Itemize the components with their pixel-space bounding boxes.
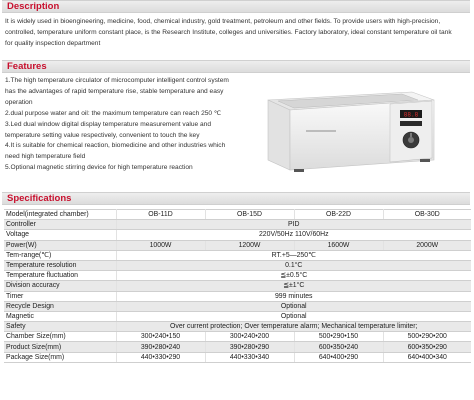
table-row: [4, 342, 471, 352]
feature-line: 4.It is suitable for chemical reaction, biomedicine and other industries which: [5, 142, 226, 150]
spec-value: RT.+5—250℃: [116, 250, 471, 260]
spec-label: Package Size(mm): [4, 352, 116, 362]
spec-label: Temperature fluctuation: [4, 271, 116, 281]
spec-value: 390•280•290: [205, 342, 294, 352]
spec-value: 440•330•290: [116, 352, 205, 362]
spec-value: ≦±0.5°C: [116, 271, 471, 281]
display-led: 88.8: [403, 111, 419, 119]
model-name: OB-30D: [383, 210, 471, 220]
feature-line: 2.dual purpose water and oil: the maximum temperature can reach 250 ℃: [5, 109, 222, 117]
specifications-title: Specifications: [7, 193, 72, 204]
feature-line: 3.Led dual window digital display temperature measurement value and: [5, 120, 211, 128]
table-row: [4, 301, 471, 311]
table-row: [4, 311, 471, 321]
features-header: [2, 60, 470, 73]
spec-label: Chamber Size(mm): [4, 332, 116, 342]
table-row: [4, 210, 471, 220]
feature-line: operation: [5, 98, 33, 106]
spec-label: Timer: [4, 291, 116, 301]
model-name: OB-11D: [116, 210, 205, 220]
spec-label: Temperature resolution: [4, 260, 116, 270]
model-name: OB-15D: [205, 210, 294, 220]
spec-label: Product Size(mm): [4, 342, 116, 352]
spec-value: 600•350•240: [294, 342, 383, 352]
spec-value: 2000W: [383, 240, 471, 250]
spec-value: 999 minutes: [116, 291, 471, 301]
description-text: [5, 16, 467, 49]
spec-value: 600•350•290: [383, 342, 471, 352]
bath-body: [268, 100, 290, 170]
spec-value: 300•240•200: [205, 332, 294, 342]
spec-label: Tem-range(℃): [4, 250, 116, 260]
spec-label: Recycle Design: [4, 301, 116, 311]
spec-value: Optional: [116, 301, 471, 311]
description-line: It is widely used in bioengineering, medicine, food, chemical industry, gold treatment, petroleum and other fields. To provide users with high-precision,: [5, 18, 441, 25]
feature-line: need high temperature field: [5, 153, 86, 161]
table-row: [4, 250, 471, 260]
spec-label: Division accuracy: [4, 281, 116, 291]
spec-label: Controller: [4, 220, 116, 230]
feature-line: 1.The high temperature circulator of microcomputer intelligent control system: [5, 77, 229, 84]
table-row: [4, 240, 471, 250]
description-title: Description: [7, 1, 60, 12]
table-row: [4, 291, 471, 301]
spec-value: 640•400•290: [294, 352, 383, 362]
spec-value: 390•280•240: [116, 342, 205, 352]
features-list: [5, 76, 243, 174]
table-row: [4, 271, 471, 281]
table-row: [4, 260, 471, 270]
spec-value: 0.1°C: [116, 260, 471, 270]
spec-label: Magnetic: [4, 311, 116, 321]
table-row: [4, 281, 471, 291]
feature-line: 5.Optional magnetic stirring device for high temperature reaction: [5, 164, 193, 172]
spec-value: 500•290•200: [383, 332, 471, 342]
specifications-table: [4, 209, 471, 363]
spec-value: Over current protection; Over temperature alarm; Mechanical temperature limiter;: [116, 322, 471, 332]
spec-value: 640•400•340: [383, 352, 471, 362]
spec-value: 1600W: [294, 240, 383, 250]
feature-line: has the advantages of rapid temperature rise, stable temperature and easy: [5, 87, 224, 95]
table-row: [4, 322, 471, 332]
spec-value: 1000W: [116, 240, 205, 250]
spec-value: PID: [116, 220, 471, 230]
spec-value: 500•290•150: [294, 332, 383, 342]
table-row: [4, 352, 471, 362]
spec-label: Safety: [4, 322, 116, 332]
description-line: for quality inspection department: [5, 40, 101, 47]
product-image: [262, 84, 438, 180]
model-name: OB-22D: [294, 210, 383, 220]
spec-value: 440•330•340: [205, 352, 294, 362]
spec-value: 1200W: [205, 240, 294, 250]
table-row: [4, 332, 471, 342]
spec-label: Power(W): [4, 240, 116, 250]
feature-line: temperature setting value respectively, convenient to touch the key: [5, 131, 200, 139]
spec-value: 220V/50Hz 110V/60Hz: [116, 230, 471, 240]
spec-label: Voltage: [4, 230, 116, 240]
spec-value: 300•240•150: [116, 332, 205, 342]
features-title: Features: [7, 61, 47, 72]
specifications-header: [2, 192, 470, 205]
spec-label: Model(integrated chamber): [4, 210, 116, 220]
description-header: [2, 0, 470, 13]
table-row: [4, 220, 471, 230]
description-line: controlled, temperature uniform constant place, is the Research Institute, colleges and universities. Factory laboratory, ideal constant temperature oil tank: [5, 29, 452, 36]
spec-value: Optional: [116, 311, 471, 321]
table-row: [4, 230, 471, 240]
spec-value: ≦±1°C: [116, 281, 471, 291]
